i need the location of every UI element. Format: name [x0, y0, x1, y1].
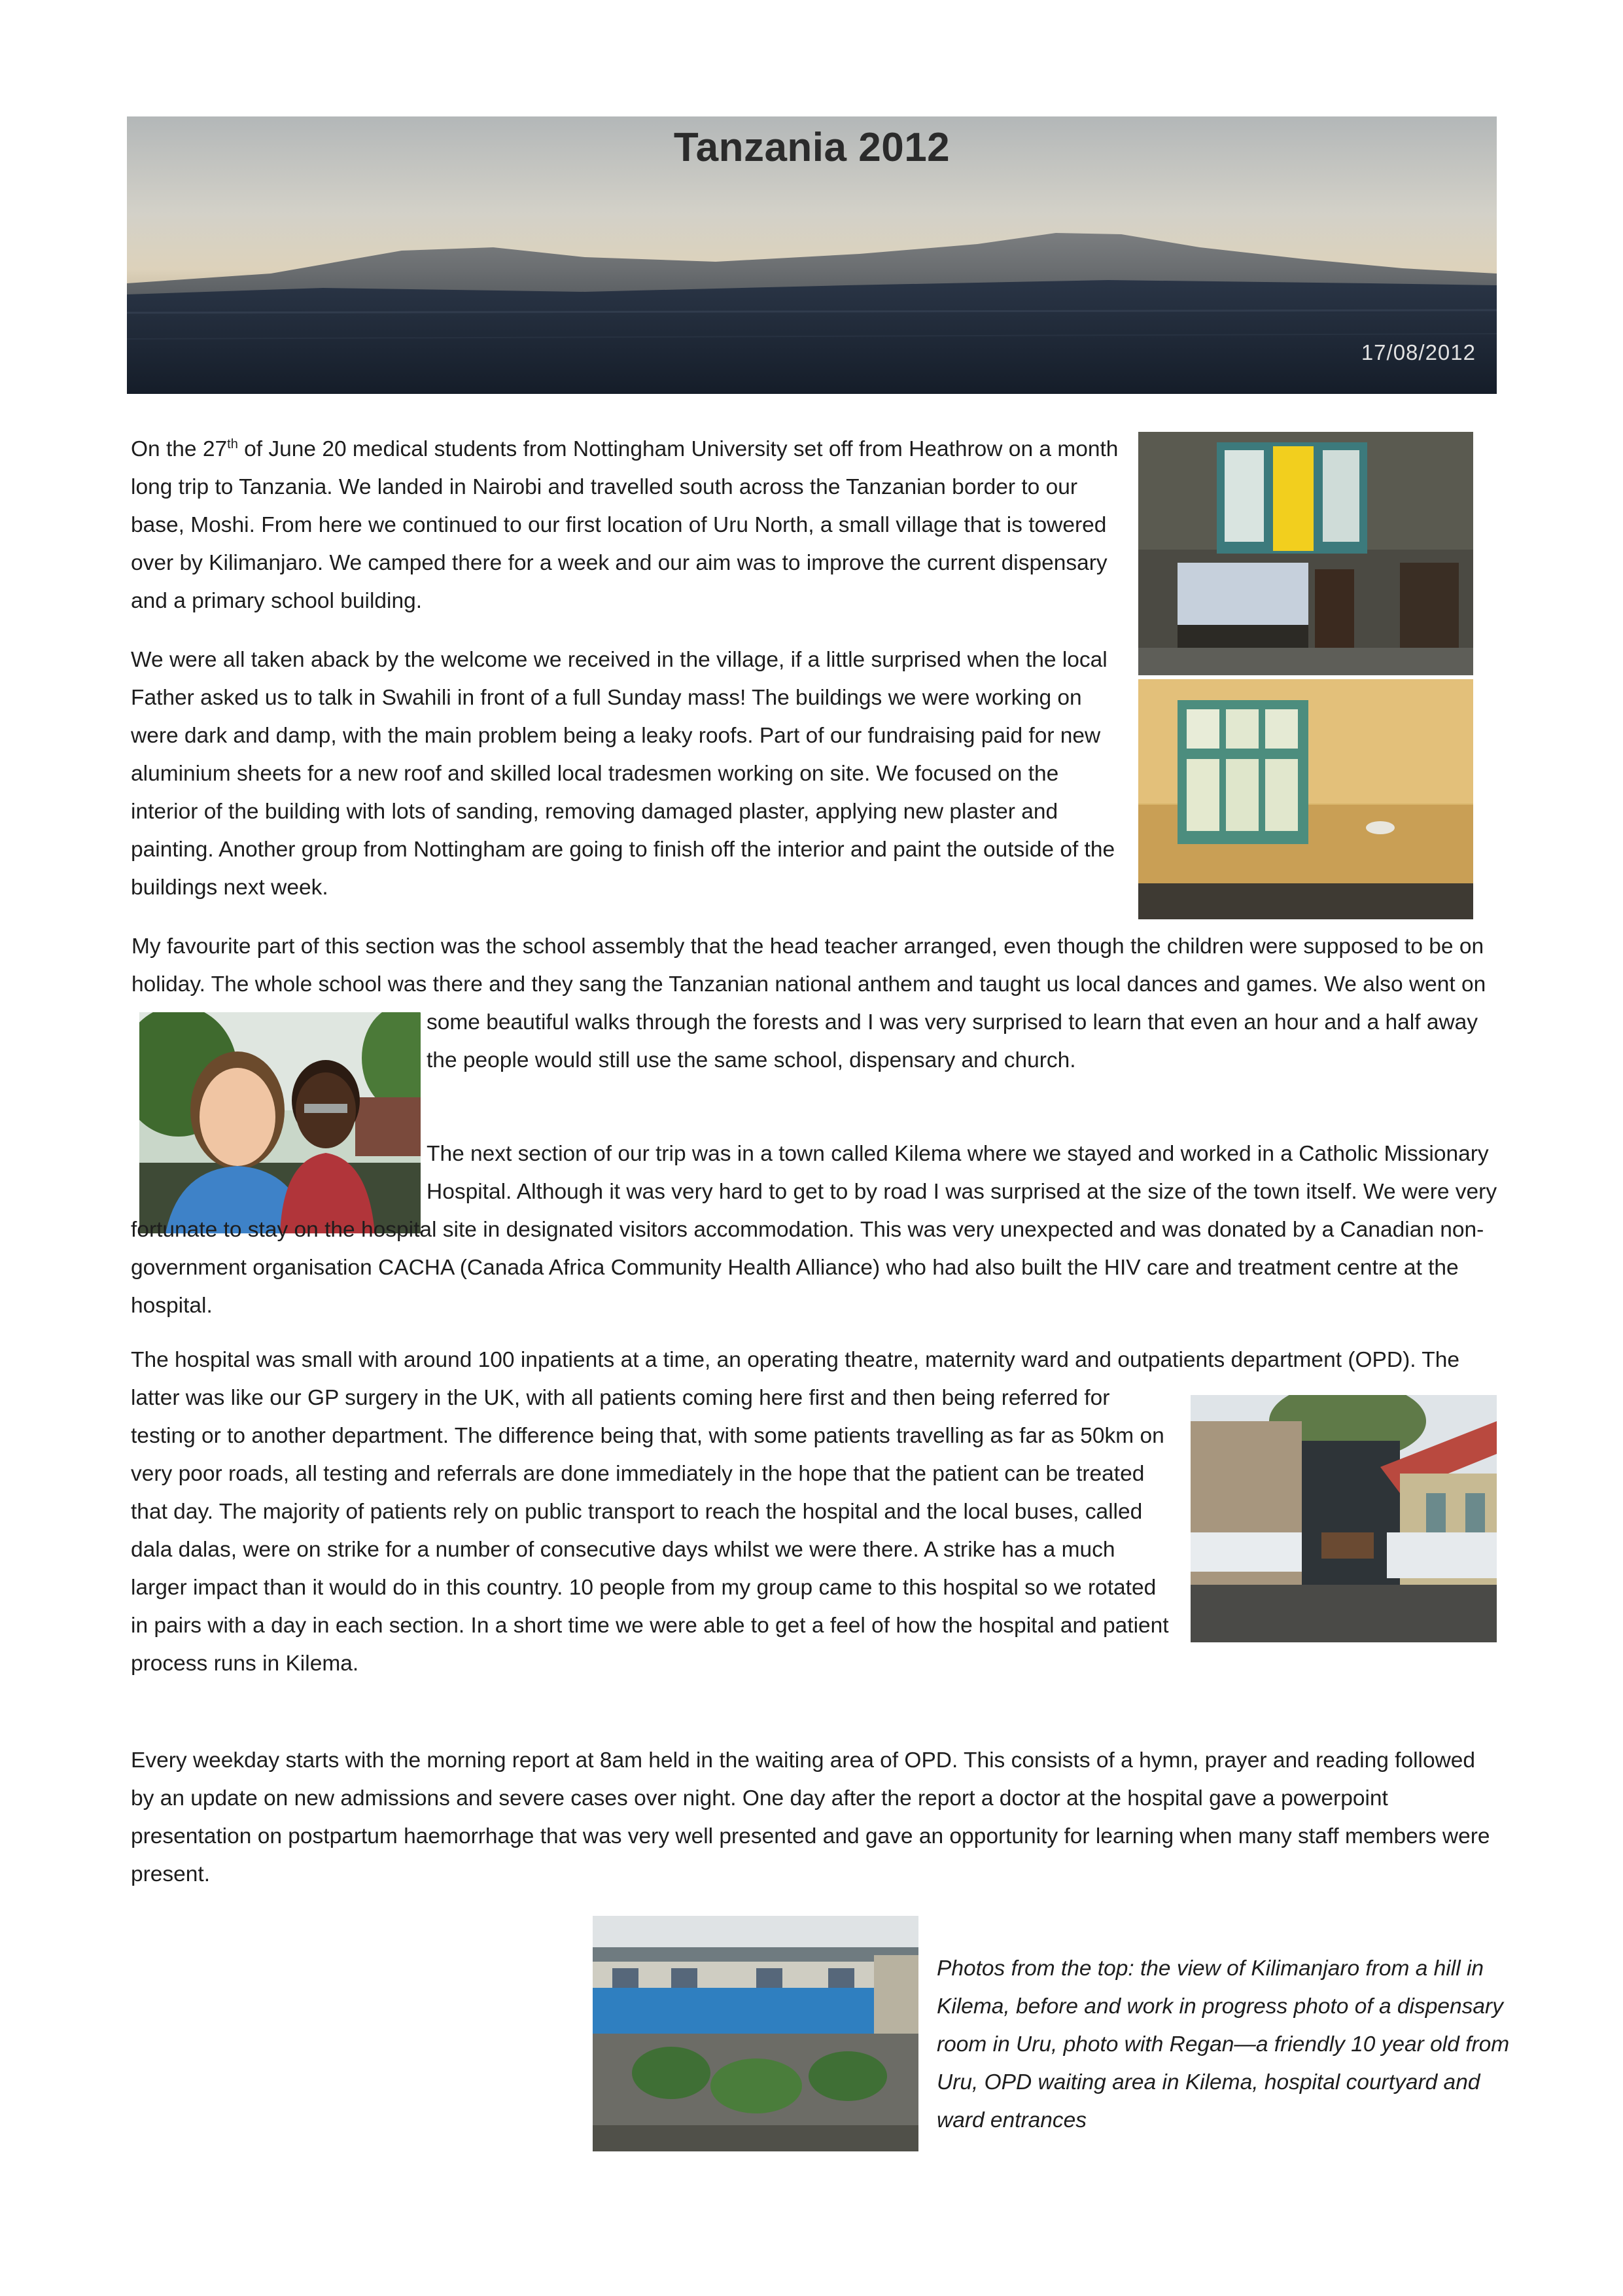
article-paragraph-1: On the 27th of June 20 medical students from Nottingham University set off from Heathrow on a month long trip to Tanzania. We landed in Nairobi and travelled south across the Tanzanian border to our base, Moshi. From here we continued to our first location of Uru North, a small village that is towered over by Kilimanjaro. We camped there for a week and our aim was to improve the current dispensary and a primary school building. — [131, 436, 1119, 613]
article-paragraph-5-text: The hospital was small with around 100 inpatients at a time, an operating theatre, maternity ward and outpatients department (OPD). The latter was like our GP surgery in the UK, with all patients coming here first and then being referred for testing or to another department. The difference being that, with some patients travelling as far as 50km on very poor roads, all testing and referrals are done immediately in the hope that the patient can be treated that day. The majority of patients rely on public transport to reach the hospital and the local buses, called dala dalas, were on strike for a number of consecutive days whilst we were there. A strike has a much larger impact than it would do in this country. 10 people from my group came to this hospital so we rotated in pairs with a day in each section. In a short time we were able to get a feel of how the hospital and patient process runs in Kilema. — [131, 1348, 1459, 1676]
article-paragraph-3-text: My favourite part of this section was the school assembly that the head teacher arranged, even though the children were supposed to be on holiday. The whole school was there and they sang the Tanzanian national anthem and taught us local dances and games. We also went on some beautiful walks through the forests and I was very surprised to learn that even an hour and a half away the people would still use the same school, dispensary and church. — [131, 934, 1486, 1072]
wrap-spacer — [131, 1135, 427, 1211]
dispensary-room-photo — [1138, 432, 1473, 919]
page-title: Tanzania 2012 — [673, 125, 951, 170]
article-paragraph-4-text: The next section of our trip was in a town called Kilema where we stayed and worked in a Catholic Missionary Hospital. Although it was very hard to get to by road I was surprised at the size of the town itself. We were very fortunate to stay on the hospital site in designated visitors accommodation. This was very unexpected and was donated by a Canadian non-government organisation CACHA (Canada Africa Community Health Alliance) who had also built the HIV care and treatment centre at the hospital. — [131, 1142, 1497, 1318]
article-paragraph-4 — [131, 1135, 1498, 1325]
header-banner — [127, 116, 1497, 394]
wrap-spacer — [1497, 1341, 1498, 1379]
date-stamp: 17/08/2012 — [1361, 340, 1476, 364]
wrap-spacer — [1171, 1379, 1498, 1641]
hospital-courtyard-photo — [593, 1916, 918, 2151]
article-paragraph-2: We were all taken aback by the welcome we received in the village, if a little surprised when the local Father asked us to talk in Swahili in front of a full Sunday mass! The buildings we were working on were dark and damp, with the main problem being a leaky roofs. Part of our fundraising paid for new aluminium sheets for a new roof and skilled local tradesmen working on site. We focused on the interior of the building with lots of sanding, removing damaged plaster, applying new plaster and painting. Another group from Nottingham are going to finish off the interior and paint the outside of the buildings next week. — [131, 648, 1115, 900]
article-paragraph-5 — [131, 1341, 1498, 1683]
article-paragraph-6: Every weekday starts with the morning report at 8am held in the waiting area of OPD. This consists of a hymn, prayer and reading followed by an update on new admissions and severe cases over night. One day after the report a doctor at the hospital gave a powerpoint presentation on postpartum haemorrhage that was very well presented and gave an opportunity for learning when many staff members were present. — [131, 1748, 1490, 1886]
photo-caption: Photos from the top: the view of Kilimanjaro from a hill in Kilema, before and work in progress photo of a dispensary room in Uru, photo with Regan—a friendly 10 year old from Uru, OPD waiting area in Kilema, hospital courtyard and ward entrances — [937, 1956, 1510, 2132]
